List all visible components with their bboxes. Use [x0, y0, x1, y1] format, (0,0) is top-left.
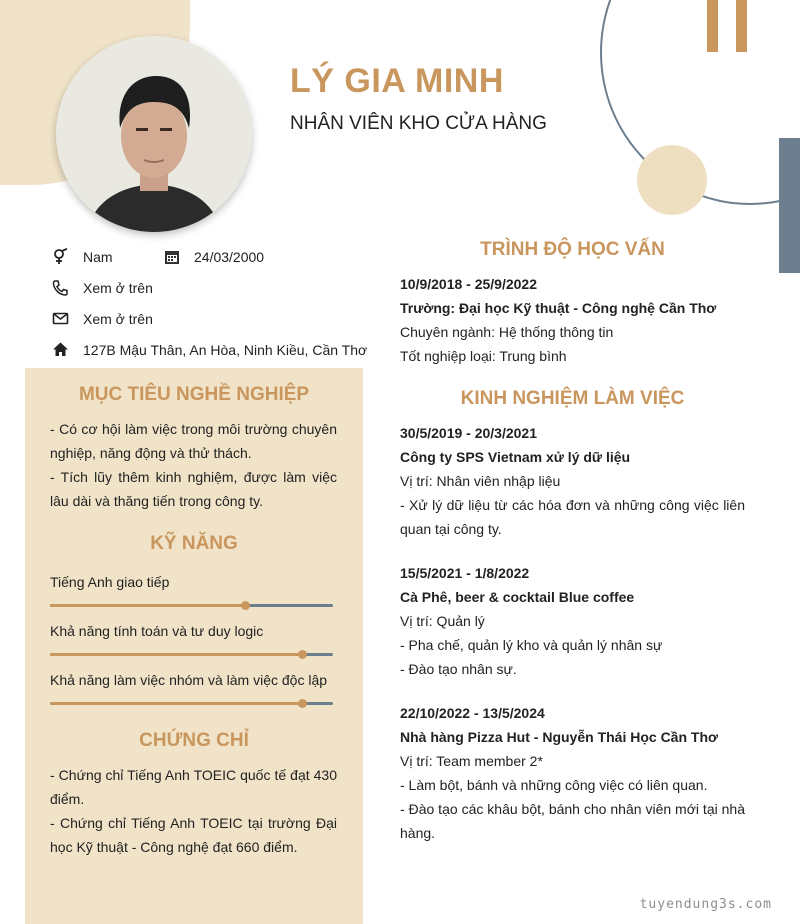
education-period: 10/9/2018 - 25/9/2022	[400, 276, 538, 292]
calendar-icon	[163, 248, 180, 265]
job-position: Vị trí: Team member 2*	[400, 753, 543, 769]
objective-text	[50, 417, 337, 513]
experience-title: KINH NGHIỆM LÀM VIỆC	[460, 388, 685, 409]
skill-label: Khả năng làm việc nhóm và làm việc độc lập	[50, 672, 328, 688]
left-panel	[25, 368, 363, 924]
decor-bar	[736, 0, 747, 52]
dob-row	[163, 248, 264, 265]
education-grade: Tốt nghiệp loại: Trung bình	[400, 348, 567, 364]
home-icon	[52, 341, 69, 358]
objective-line: - Tích lũy thêm kinh nghiệm, được làm việc lâu dài và thăng tiến trong công ty.	[50, 469, 337, 509]
skill-bar-fill	[50, 604, 245, 607]
job-duty: - Xử lý dữ liệu từ các hóa đơn và những công việc liên quan tại công ty.	[400, 497, 745, 537]
certificates-title: CHỨNG CHỈ	[139, 730, 249, 751]
certificate-line: - Chứng chỉ Tiếng Anh TOEIC quốc tế đạt 430 điểm.	[50, 767, 337, 807]
email-value: Xem ở trên	[83, 310, 153, 327]
skill-bar	[50, 604, 333, 607]
job-duty: - Làm bột, bánh và những công việc có liên quan.	[400, 777, 708, 793]
avatar	[56, 36, 252, 232]
job-duty: - Đào tạo nhân sự.	[400, 661, 517, 677]
education-major: Chuyên ngành: Hệ thống thông tin	[400, 324, 614, 340]
job-company: Cà Phê, beer & cocktail Blue coffee	[400, 589, 635, 605]
certificates-text	[50, 763, 337, 859]
job-entry	[400, 561, 745, 681]
job-period: 22/10/2022 - 13/5/2024	[400, 705, 545, 721]
skill-bar-fill	[50, 653, 302, 656]
phone-row	[52, 279, 153, 296]
job-entry	[400, 421, 745, 541]
skill-bar-knob	[298, 699, 307, 708]
objective-title: MỤC TIÊU NGHỀ NGHIỆP	[78, 384, 310, 405]
skill-bar-fill	[50, 702, 302, 705]
skill-bar	[50, 653, 333, 656]
email-row	[52, 310, 153, 327]
decor-circle	[637, 145, 707, 215]
dob-value: 24/03/2000	[194, 248, 265, 265]
job-period: 15/5/2021 - 1/8/2022	[400, 565, 530, 581]
skill-label: Khả năng tính toán và tư duy logic	[50, 623, 264, 639]
education-school: Trường: Đại học Kỹ thuật - Công nghệ Cần Thơ	[400, 300, 717, 316]
decor-bar	[707, 0, 718, 52]
gender-value: Nam	[83, 248, 113, 265]
decor-side-strip	[779, 138, 800, 273]
job-position: Vị trí: Quản lý	[400, 613, 485, 629]
job-title: NHÂN VIÊN KHO CỬA HÀNG	[290, 113, 547, 134]
skill-label: Tiếng Anh giao tiếp	[50, 574, 170, 590]
watermark: tuyendung3s.com	[639, 897, 772, 912]
candidate-name: LÝ GIA MINH	[290, 62, 504, 100]
avatar-photo	[56, 36, 252, 232]
education-block	[400, 272, 745, 368]
job-duty: - Đào tạo các khâu bột, bánh cho nhân viên mới tại nhà hàng.	[400, 801, 745, 841]
email-icon	[52, 310, 69, 327]
education-title: TRÌNH ĐỘ HỌC VẤN	[480, 239, 665, 260]
skill-bar	[50, 702, 333, 705]
skill-bar-knob	[298, 650, 307, 659]
job-duty: - Pha chế, quản lý kho và quản lý nhân sự	[400, 637, 663, 653]
skill-bar-knob	[241, 601, 250, 610]
job-entry	[400, 701, 745, 845]
phone-icon	[52, 279, 69, 296]
address-value: 127B Mậu Thân, An Hòa, Ninh Kiều, Cần Thơ	[83, 341, 368, 358]
certificate-line: - Chứng chỉ Tiếng Anh TOEIC tại trường Đại học Kỹ thuật - Công nghệ đạt 660 điểm.	[50, 815, 337, 855]
skills-title: KỸ NĂNG	[150, 533, 238, 554]
gender-row	[52, 248, 113, 265]
job-company: Nhà hàng Pizza Hut - Nguyễn Thái Học Cần Thơ	[400, 729, 718, 745]
phone-value: Xem ở trên	[83, 279, 153, 296]
address-row	[52, 341, 367, 358]
gender-icon	[52, 248, 69, 265]
job-position: Vị trí: Nhân viên nhập liệu	[400, 473, 561, 489]
objective-line: - Có cơ hội làm việc trong môi trường chuyên nghiệp, năng động và thử thách.	[50, 421, 337, 461]
job-period: 30/5/2019 - 20/3/2021	[400, 425, 538, 441]
job-company: Công ty SPS Vietnam xử lý dữ liệu	[400, 449, 631, 465]
